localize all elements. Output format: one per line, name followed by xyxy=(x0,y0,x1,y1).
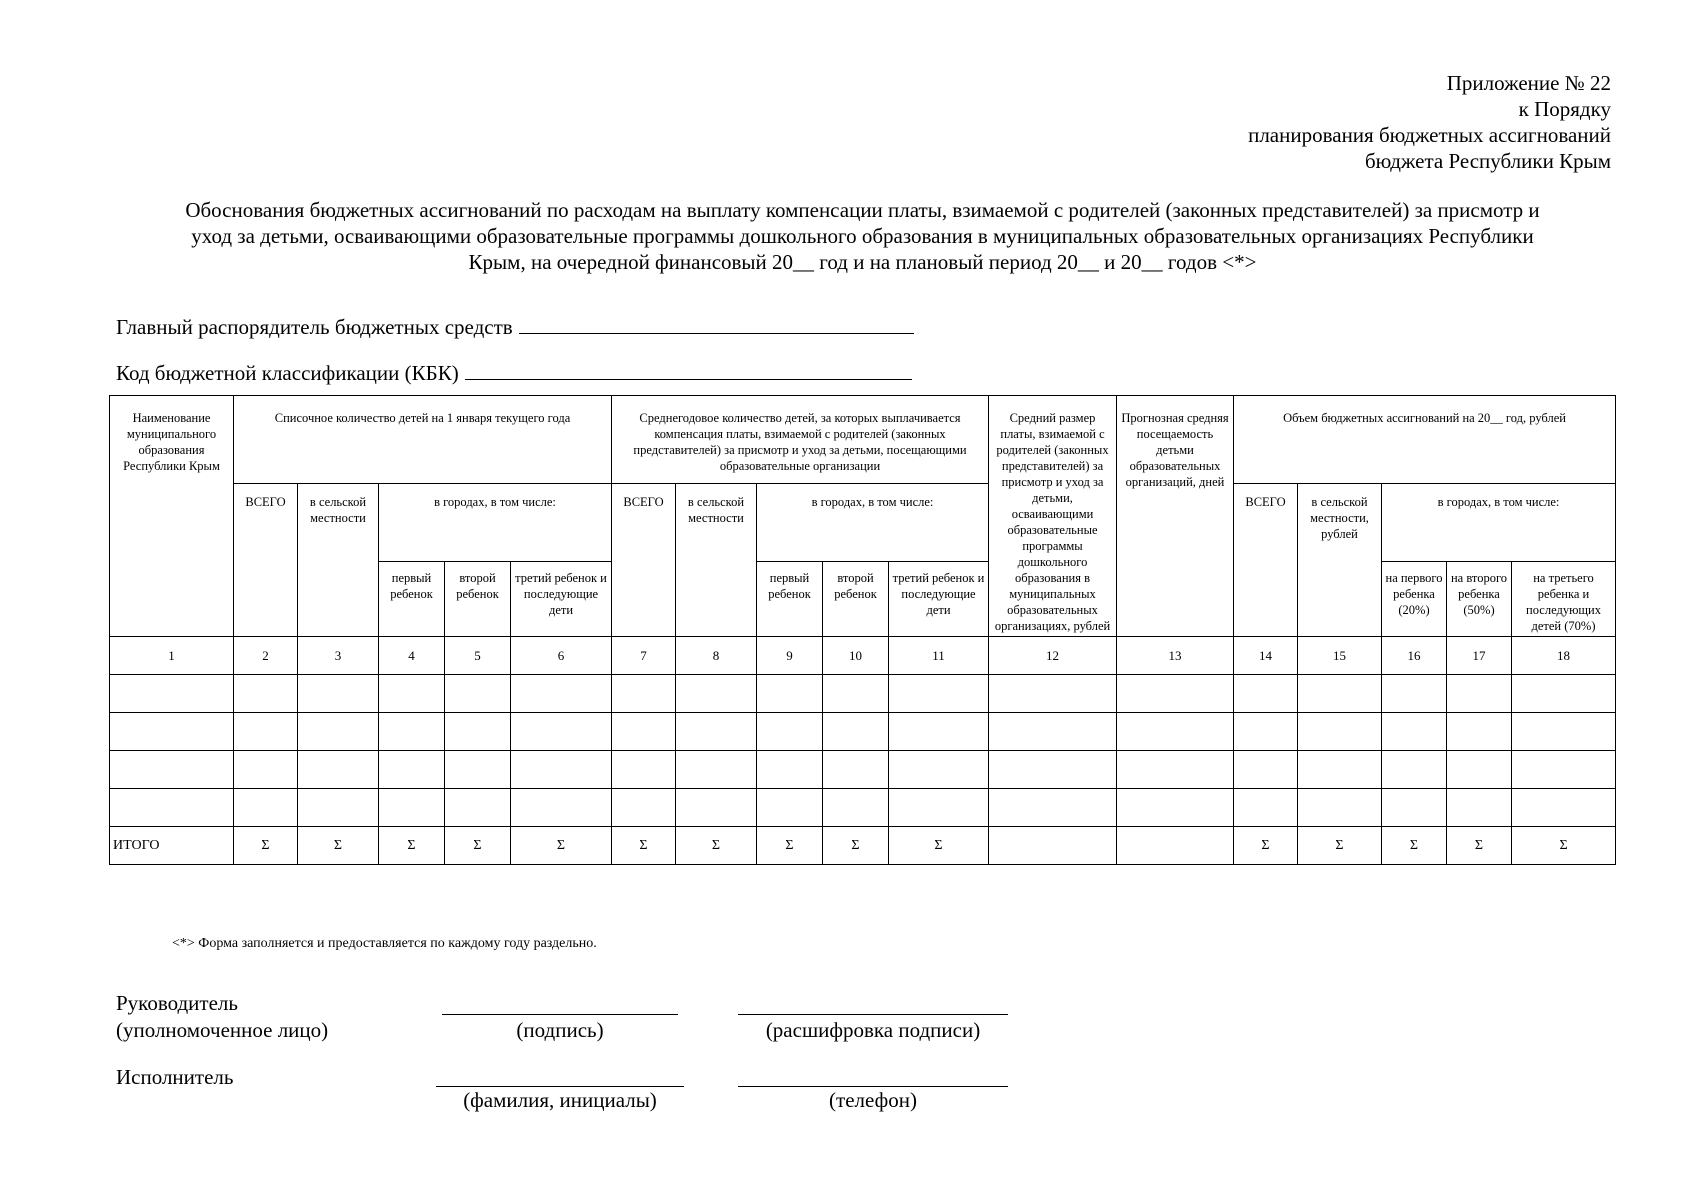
header-first-4: первый ребенок xyxy=(379,562,445,637)
header-list-count: Списочное количество детей на 1 января текущего года xyxy=(234,396,612,484)
decoding-line[interactable] xyxy=(738,1014,1008,1015)
sum-cell: Σ xyxy=(757,827,823,865)
table-cell[interactable] xyxy=(823,675,889,713)
table-cell[interactable] xyxy=(1512,789,1616,827)
sum-cell: Σ xyxy=(612,827,676,865)
decoding-caption: (расшифровка подписи) xyxy=(765,1018,981,1042)
table-cell[interactable] xyxy=(1298,675,1382,713)
header-first-16: на первого ребенка (20%) xyxy=(1382,562,1447,637)
sum-cell: Σ xyxy=(511,827,612,865)
appendix-budget: бюджета Республики Крым xyxy=(1364,149,1611,173)
header-first-9: первый ребенок xyxy=(757,562,823,637)
table-cell[interactable] xyxy=(889,789,989,827)
total-label: ИТОГО xyxy=(110,827,234,865)
table-cell[interactable] xyxy=(511,675,612,713)
table-cell[interactable] xyxy=(1234,675,1298,713)
header-second-5: второй ребенок xyxy=(445,562,511,637)
table-cell[interactable] xyxy=(889,751,989,789)
header-cities-list: в городах, в том числе: xyxy=(379,484,612,562)
table-cell[interactable] xyxy=(110,789,234,827)
table-cell[interactable] xyxy=(757,789,823,827)
table-cell[interactable] xyxy=(1298,751,1382,789)
phone-line[interactable] xyxy=(738,1086,1008,1087)
table-cell[interactable] xyxy=(889,675,989,713)
empty-total-cell xyxy=(1117,827,1234,865)
table-cell[interactable] xyxy=(1512,751,1616,789)
table-cell[interactable] xyxy=(1117,789,1234,827)
col-num: 6 xyxy=(511,637,612,675)
appendix-planning: планирования бюджетных ассигнований xyxy=(1248,123,1611,147)
table-cell[interactable] xyxy=(612,675,676,713)
table-cell[interactable] xyxy=(298,751,379,789)
head-label xyxy=(116,990,328,1044)
col-num: 10 xyxy=(823,637,889,675)
head-subtitle: (уполномоченное лицо) xyxy=(116,1018,329,1042)
col-num: 1 xyxy=(110,637,234,675)
table-cell[interactable] xyxy=(823,751,889,789)
header-third-11: третий ребенок и последующие дети xyxy=(889,562,989,637)
budget-table xyxy=(109,395,1616,865)
table-cell[interactable] xyxy=(1512,713,1616,751)
table-cell[interactable] xyxy=(823,789,889,827)
sum-cell: Σ xyxy=(234,827,298,865)
table-cell[interactable] xyxy=(676,751,757,789)
table-cell[interactable] xyxy=(1117,713,1234,751)
table-cell[interactable] xyxy=(234,751,298,789)
title-line-3: Крым, на очередной финансовый 20__ год и на плановый период 20__ и 20__ годов <*> xyxy=(468,250,1257,274)
table-row xyxy=(110,751,1616,789)
sum-cell: Σ xyxy=(823,827,889,865)
title-line-1: Обоснования бюджетных ассигнований по расходам на выплату компенсации платы, взимаемой с родителей (законных представителей) за присмотр и xyxy=(185,198,1540,222)
head-title: Руководитель xyxy=(116,991,238,1015)
table-cell[interactable] xyxy=(234,675,298,713)
table-row xyxy=(110,675,1616,713)
kbk-label: Код бюджетной классификации (КБК) xyxy=(116,361,459,385)
sum-cell: Σ xyxy=(445,827,511,865)
table-cell[interactable] xyxy=(676,789,757,827)
table-cell[interactable] xyxy=(445,789,511,827)
header-second-17: на второго ребенка (50%) xyxy=(1447,562,1512,637)
table-cell[interactable] xyxy=(379,789,445,827)
table-cell[interactable] xyxy=(298,789,379,827)
table-cell[interactable] xyxy=(1117,675,1234,713)
header-municipality: Наименование муниципального образования Республики Крым xyxy=(110,396,234,637)
appendix-to-order: к Порядку xyxy=(1518,97,1611,121)
sum-cell: Σ xyxy=(1234,827,1298,865)
table-cell[interactable] xyxy=(757,713,823,751)
sum-cell: Σ xyxy=(889,827,989,865)
table-cell[interactable] xyxy=(823,713,889,751)
table-cell[interactable] xyxy=(989,789,1117,827)
table-cell[interactable] xyxy=(676,675,757,713)
phone-caption: (телефон) xyxy=(829,1088,917,1112)
header-total-14: ВСЕГО xyxy=(1234,484,1298,637)
table-cell[interactable] xyxy=(612,713,676,751)
col-num: 17 xyxy=(1447,637,1512,675)
col-num: 4 xyxy=(379,637,445,675)
table-cell[interactable] xyxy=(234,789,298,827)
table-row xyxy=(110,713,1616,751)
sum-cell: Σ xyxy=(1298,827,1382,865)
col-num: 14 xyxy=(1234,637,1298,675)
signature-caption: (подпись) xyxy=(516,1018,604,1042)
table-cell[interactable] xyxy=(1382,751,1447,789)
sum-cell: Σ xyxy=(1447,827,1512,865)
table-cell[interactable] xyxy=(379,713,445,751)
grbs-blank-line[interactable] xyxy=(519,313,914,334)
table-cell[interactable] xyxy=(1447,675,1512,713)
table-cell[interactable] xyxy=(676,713,757,751)
column-number-row xyxy=(110,637,1616,675)
col-num: 16 xyxy=(1382,637,1447,675)
table-cell[interactable] xyxy=(1447,751,1512,789)
col-num: 8 xyxy=(676,637,757,675)
header-cities-volume: в городах, в том числе: xyxy=(1382,484,1616,562)
name-caption: (фамилия, инициалы) xyxy=(463,1088,657,1112)
table-cell[interactable] xyxy=(1234,713,1298,751)
col-num: 11 xyxy=(889,637,989,675)
table-cell[interactable] xyxy=(298,675,379,713)
table-cell[interactable] xyxy=(445,751,511,789)
header-rural-8: в сельской местности xyxy=(676,484,757,637)
signature-line[interactable] xyxy=(442,1014,678,1015)
table-cell[interactable] xyxy=(1512,675,1616,713)
table-cell[interactable] xyxy=(1447,789,1512,827)
total-row xyxy=(110,827,1616,865)
table-cell[interactable] xyxy=(445,713,511,751)
footnote: <*> Форма заполняется и предоставляется по каждому году раздельно. xyxy=(172,936,597,951)
table-cell[interactable] xyxy=(379,675,445,713)
header-rural-15: в сельской местности, рублей xyxy=(1298,484,1382,637)
grbs-label: Главный распорядитель бюджетных средств xyxy=(116,315,513,339)
table-cell[interactable] xyxy=(1447,713,1512,751)
table-row xyxy=(110,789,1616,827)
table-cell[interactable] xyxy=(511,789,612,827)
header-avg-count: Среднегодовое количество детей, за которых выплачивается компенсация платы, взимаемой с родителей (законных представителей) за присмотр и уход за детьми, посещающими образовательные организации xyxy=(612,396,989,484)
table-cell[interactable] xyxy=(989,751,1117,789)
header-rural-3: в сельской местности xyxy=(298,484,379,637)
table-cell[interactable] xyxy=(234,713,298,751)
header-attendance: Прогнозная средняя посещаемость детьми образовательных организаций, дней xyxy=(1117,396,1234,637)
sum-cell: Σ xyxy=(379,827,445,865)
sum-cell: Σ xyxy=(1382,827,1447,865)
table-cell[interactable] xyxy=(612,789,676,827)
col-num: 5 xyxy=(445,637,511,675)
header-third-18: на третьего ребенка и последующих детей (70%) xyxy=(1512,562,1616,637)
col-num: 12 xyxy=(989,637,1117,675)
col-num: 13 xyxy=(1117,637,1234,675)
document-title xyxy=(120,197,1605,275)
table-cell[interactable] xyxy=(1234,751,1298,789)
sum-cell: Σ xyxy=(1512,827,1616,865)
header-avg-fee: Средний размер платы, взимаемой с родителей (законных представителей) за присмотр и уход за детьми, осваивающими образовательные программы дошкольного образования в муниципальных образовательных организациях, рублей xyxy=(989,396,1117,637)
grbs-field xyxy=(116,313,914,340)
title-line-2: уход за детьми, осваивающими образовательные программы дошкольного образования в муниципальных образовательных организациях Республики xyxy=(191,224,1534,248)
table-cell[interactable] xyxy=(110,713,234,751)
col-num: 15 xyxy=(1298,637,1382,675)
table-cell[interactable] xyxy=(511,751,612,789)
table-cell[interactable] xyxy=(511,713,612,751)
header-cities-avg: в городах, в том числе: xyxy=(757,484,989,562)
header-total-2: ВСЕГО xyxy=(234,484,298,637)
table-cell[interactable] xyxy=(110,751,234,789)
header-budget-volume: Объем бюджетных ассигнований на 20__ год, рублей xyxy=(1234,396,1616,484)
table-cell[interactable] xyxy=(1117,751,1234,789)
executor-label: Исполнитель xyxy=(116,1065,234,1089)
table-cell[interactable] xyxy=(889,713,989,751)
table-cell[interactable] xyxy=(1382,713,1447,751)
table-cell[interactable] xyxy=(445,675,511,713)
table-cell[interactable] xyxy=(757,751,823,789)
table-cell[interactable] xyxy=(1298,713,1382,751)
col-num: 7 xyxy=(612,637,676,675)
header-third-6: третий ребенок и последующие дети xyxy=(511,562,612,637)
table-cell[interactable] xyxy=(1382,675,1447,713)
table-cell[interactable] xyxy=(989,675,1117,713)
table-cell[interactable] xyxy=(379,751,445,789)
header-second-10: второй ребенок xyxy=(823,562,889,637)
kbk-field xyxy=(116,359,912,386)
table-cell[interactable] xyxy=(110,675,234,713)
executor-name-line[interactable] xyxy=(436,1086,684,1087)
header-total-7: ВСЕГО xyxy=(612,484,676,637)
table-cell[interactable] xyxy=(1298,789,1382,827)
col-num: 9 xyxy=(757,637,823,675)
appendix-header xyxy=(1248,70,1611,174)
col-num: 18 xyxy=(1512,637,1616,675)
table-cell[interactable] xyxy=(1382,789,1447,827)
table-cell[interactable] xyxy=(757,675,823,713)
table-cell[interactable] xyxy=(989,713,1117,751)
empty-total-cell xyxy=(989,827,1117,865)
sum-cell: Σ xyxy=(298,827,379,865)
appendix-number: Приложение № 22 xyxy=(1446,71,1611,95)
table-cell[interactable] xyxy=(298,713,379,751)
sum-cell: Σ xyxy=(676,827,757,865)
table-cell[interactable] xyxy=(612,751,676,789)
col-num: 3 xyxy=(298,637,379,675)
col-num: 2 xyxy=(234,637,298,675)
table-cell[interactable] xyxy=(1234,789,1298,827)
kbk-blank-line[interactable] xyxy=(465,359,912,380)
